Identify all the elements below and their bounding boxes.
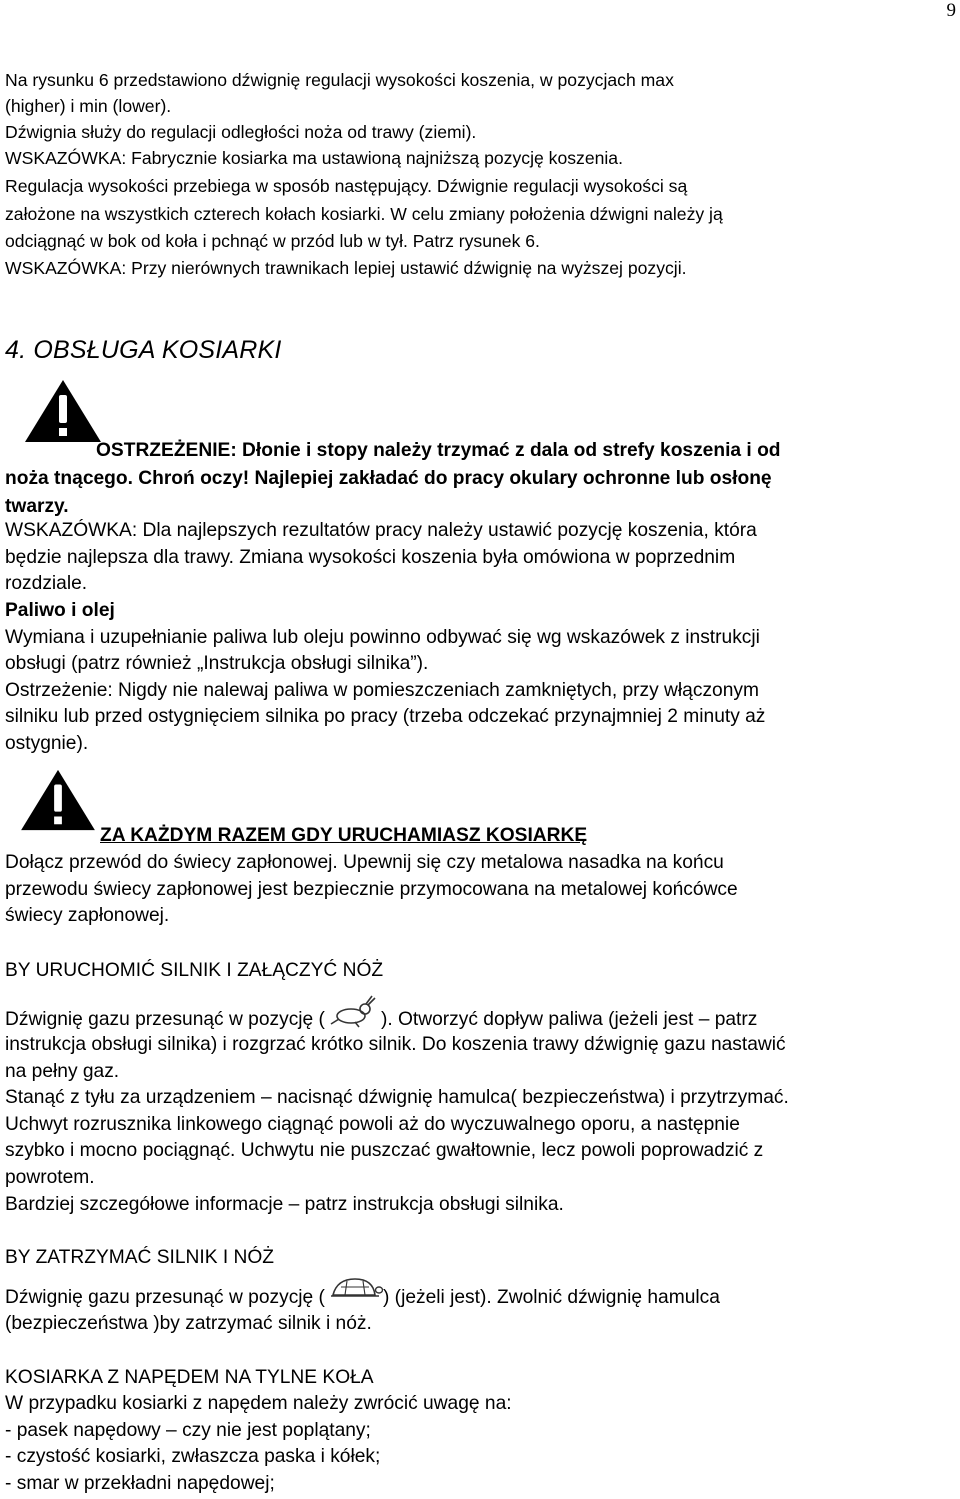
text-line: będzie najlepsza dla trawy. Zmiana wysokości koszenia była omówiona w poprzednim xyxy=(5,547,736,568)
text-fragment: ) (jeżeli jest). Zwolnić dźwignię hamulca xyxy=(382,1287,720,1308)
warning-text: twarzy. xyxy=(5,496,69,517)
text-line: rozdziale. xyxy=(5,573,88,594)
rabbit-icon xyxy=(325,994,381,1028)
text-line: Regulacja wysokości przebiega w sposób następujący. Dźwignie regulacji wysokości są xyxy=(5,176,688,196)
text-line: szybko i mocno pociągnąć. Uchwytu nie puszczać gwałtownie, lecz powoli poprowadzić z xyxy=(5,1140,764,1161)
text-line: silniku lub przed ostygnięciem silnika po pracy (trzeba odczekać przynajmniej 2 minuty aż xyxy=(5,706,766,727)
text-line: Na rysunku 6 przedstawiono dźwignię regulacji wysokości koszenia, w pozycjach max xyxy=(5,70,674,90)
text-line: powrotem. xyxy=(5,1167,95,1188)
text-line: założone na wszystkich czterech kołach kosiarki. W celu zmiany położenia dźwigni należy ją xyxy=(5,204,723,224)
text-line: Ostrzeżenie: Nigdy nie nalewaj paliwa w pomieszczeniach zamkniętych, przy włączonym xyxy=(5,680,759,701)
text-line: WSKAZÓWKA: Fabrycznie kosiarka ma ustawioną najniższą pozycję koszenia. xyxy=(5,148,623,168)
warning-triangle-icon xyxy=(22,377,104,445)
text-line: WSKAZÓWKA: Dla najlepszych rezultatów pracy należy ustawić pozycję koszenia, która xyxy=(5,520,757,541)
text-fragment: Dźwignię gazu przesunąć w pozycję ( xyxy=(5,1287,325,1308)
warning-triangle-icon xyxy=(18,767,98,833)
turtle-icon xyxy=(325,1275,383,1305)
fuel-title: Paliwo i olej xyxy=(5,600,115,621)
start-heading: ZA KAŻDYM RAZEM GDY URUCHAMIASZ KOSIARKĘ xyxy=(100,825,588,846)
text-line: (higher) i min (lower). xyxy=(5,96,172,116)
text-line xyxy=(5,1010,757,1029)
text-line: odciągnąć w bok od koła i pchnąć w przód lub w tył. Patrz rysunek 6. xyxy=(5,231,540,251)
warning-text: noża tnącego. Chroń oczy! Najlepiej zakładać do pracy okulary ochronne lub osłonę xyxy=(5,468,772,489)
warning-text: OSTRZEŻENIE: Dłonie i stopy należy trzymać z dala od strefy koszenia i od xyxy=(96,440,781,461)
text-line: W przypadku kosiarki z napędem należy zwrócić uwagę na: xyxy=(5,1393,512,1414)
text-line: ostygnie). xyxy=(5,733,89,754)
text-line: Wymiana i uzupełnianie paliwa lub oleju powinno odbywać się wg wskazówek z instrukcji xyxy=(5,627,760,648)
text-line: Stanąć z tyłu za urządzeniem – nacisnąć dźwignię hamulca( bezpieczeństwa) i przytrzymać. xyxy=(5,1087,789,1108)
text-line: instrukcja obsługi silnika) i rozgrzać krótko silnik. Do koszenia trawy dźwignię gazu nastawić xyxy=(5,1034,786,1055)
text-line: przewodu świecy zapłonowej jest bezpiecznie przymocowana na metalowej końcówce xyxy=(5,879,738,900)
text-fragment: Dźwignię gazu przesunąć w pozycję ( xyxy=(5,1009,325,1030)
text-line xyxy=(5,1288,720,1307)
start-engine-title: BY URUCHOMIĆ SILNIK I ZAŁĄCZYĆ NÓŻ xyxy=(5,960,384,981)
text-line: obsługi (patrz również „Instrukcja obsługi silnika”). xyxy=(5,653,429,674)
page-number: 9 xyxy=(946,0,956,21)
section-heading: 4. OBSŁUGA KOSIARKI xyxy=(5,336,282,364)
list-item: - smar w przekładni napędowej; xyxy=(5,1473,275,1494)
text-line: Bardziej szczegółowe informacje – patrz instrukcja obsługi silnika. xyxy=(5,1194,564,1215)
text-fragment: ). Otworzyć dopływ paliwa (jeżeli jest – patrz xyxy=(380,1009,758,1030)
stop-engine-title: BY ZATRZYMAĆ SILNIK I NÓŻ xyxy=(5,1247,275,1268)
list-item: - pasek napędowy – czy nie jest poplątany; xyxy=(5,1420,371,1441)
text-line: Uchwyt rozrusznika linkowego ciągnąć powoli aż do wyczuwalnego oporu, a następnie xyxy=(5,1114,740,1135)
list-item: - czystość kosiarki, zwłaszcza paska i kółek; xyxy=(5,1446,381,1467)
text-line: Dźwignia służy do regulacji odległości noża od trawy (ziemi). xyxy=(5,122,477,142)
text-line: (bezpieczeństwa )by zatrzymać silnik i nóż. xyxy=(5,1313,372,1334)
text-line: Dołącz przewód do świecy zapłonowej. Upewnij się czy metalowa nasadka na końcu xyxy=(5,852,724,873)
text-line: WSKAZÓWKA: Przy nierównych trawnikach lepiej ustawić dźwignię na wyższej pozycji. xyxy=(5,258,687,278)
drive-title: KOSIARKA Z NAPĘDEM NA TYLNE KOŁA xyxy=(5,1367,374,1388)
text-line: świecy zapłonowej. xyxy=(5,905,170,926)
text-line: na pełny gaz. xyxy=(5,1061,120,1082)
